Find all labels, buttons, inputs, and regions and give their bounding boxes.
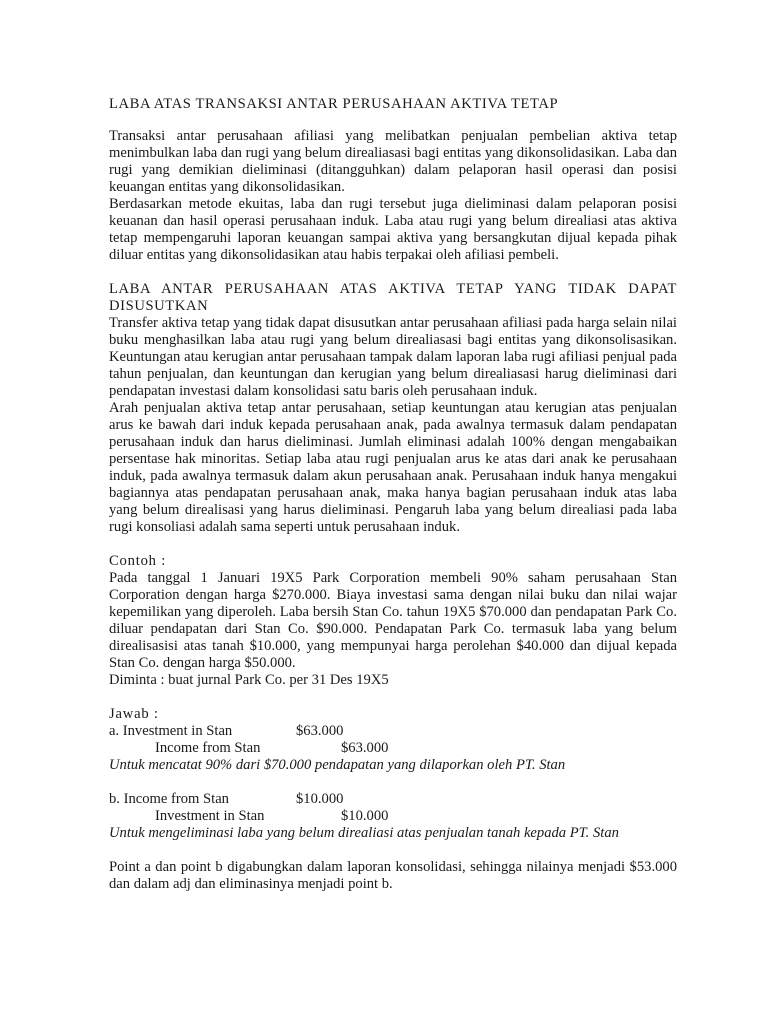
spacer [109, 264, 677, 281]
spacer [109, 774, 677, 791]
journal-entry-a-credit [109, 740, 677, 757]
journal-entry-a-debit [109, 723, 677, 740]
spacer [109, 842, 677, 859]
debit-account: a. Investment in Stan [109, 723, 233, 739]
spacer [109, 113, 677, 128]
journal-entry-a-note: Untuk mencatat 90% dari $70.000 pendapatan yang dilaporkan oleh PT. Stan [109, 757, 566, 773]
spacer [109, 536, 677, 553]
journal-entry-b-credit [109, 808, 677, 825]
paragraph: Berdasarkan metode ekuitas, laba dan rugi tersebut juga dieliminasi dalam pelaporan posisi keuanan dan hasil operasi perusahaan induk. Laba atau rugi yang belum direaliasi atas aktiva tetap mempengaruhi laporan keuangan sampai aktiva yang bersangkutan dijual kepada pihak diluar entitas yang dikonsolidasikan atau habis terpakai oleh afiliasi pembeli. [109, 196, 677, 263]
example-label: Contoh : [109, 553, 167, 569]
credit-amount: $10.000 [341, 808, 389, 824]
paragraph: Arah penjualan aktiva tetap antar perusahaan, setiap keuntungan atau kerugian atas penjualan arus ke bawah dari induk kepada perusahaan anak, pada awalnya termasuk dalam pendapatan perusahaan induk dan harus dieliminasi. Jumlah eliminasi adalah 100% dengan mengabaikan persentase hak minoritas. Setiap laba atau rugi penjualan arus ke atas dari anak ke perusahaan induk, pada awalnya termasuk dalam akun perusahaan anak. Perusahaan induk hanya mengakui bagiannya atas pendapatan perusahaan anak, maka hanya bagian perusahaan induk atas laba yang belum direalisasi yang harus dieliminasi. Pengaruh laba yang belum direaliasi pada laba rugi konsoliasi adalah sama seperti untuk perusahaan induk. [109, 400, 677, 535]
debit-amount: $10.000 [296, 791, 344, 807]
section-heading-1: LABA ATAS TRANSAKSI ANTAR PERUSAHAAN AKTIVA TETAP [109, 96, 559, 112]
section-heading-2: LABA ANTAR PERUSAHAAN ATAS AKTIVA TETAP YANG TIDAK DAPAT DISUSUTKAN [109, 281, 677, 314]
journal-entry-b-note: Untuk mengeliminasi laba yang belum direaliasi atas penjualan tanah kepada PT. Stan [109, 825, 619, 841]
spacer [109, 689, 677, 706]
paragraph: Transfer aktiva tetap yang tidak dapat disusutkan antar perusahaan afiliasi pada harga selain nilai buku menghasilkan laba atau rugi yang belum direaliasasi bagi entitas yang dikonsolisasikan. Keuntungan atau kerugian antar perusahaan tampak dalam laporan laba rugi afiliasi penjual pada tahun penjualan, dan keuntungan dan kerugian yang belum direaliasasi harug dieliminasi dari pendapatan investasi dalam konsolidasi satu baris oleh perusahaan induk. [109, 315, 677, 399]
paragraph: Transaksi antar perusahaan afiliasi yang melibatkan penjualan pembelian aktiva tetap menimbulkan laba dan rugi yang belum direaliasasi bagi entitas yang dikonsolidasikan. Laba dan rugi yang demikian dieliminasi (ditangguhkan) dalam pelaporan hasil operasi dan posisi keuangan entitas yang dikonsolidasikan. [109, 128, 677, 195]
answer-label: Jawab : [109, 706, 159, 722]
journal-entry-b-debit [109, 791, 677, 808]
credit-account: Investment in Stan [155, 808, 265, 824]
credit-account: Income from Stan [155, 740, 261, 756]
example-text: Pada tanggal 1 Januari 19X5 Park Corporation membeli 90% saham perusahaan Stan Corporation dengan harga $270.000. Biaya investasi sama dengan nilai buku dan nilai wajar kepemilikan yang diperoleh. Laba bersih Stan Co. tahun 19X5 $70.000 dan pendapatan Park Co. diluar pendapatan dari Stan Co. $90.000. Pendapatan Park Co. termasuk laba yang belum direalisasisi atas tanah $10.000, yang mempunyai harga perolehan $40.000 dan dijual kepada Stan Co. dengan harga $50.000. [109, 570, 677, 671]
document-page [109, 96, 677, 893]
debit-amount: $63.000 [296, 723, 344, 739]
conclusion-paragraph: Point a dan point b digabungkan dalam laporan konsolidasi, sehingga nilainya menjadi $53.000 dan dalam adj dan eliminasinya menjadi point b. [109, 859, 677, 892]
credit-amount: $63.000 [341, 740, 389, 756]
debit-account: b. Income from Stan [109, 791, 229, 807]
example-request: Diminta : buat jurnal Park Co. per 31 Des 19X5 [109, 672, 389, 688]
